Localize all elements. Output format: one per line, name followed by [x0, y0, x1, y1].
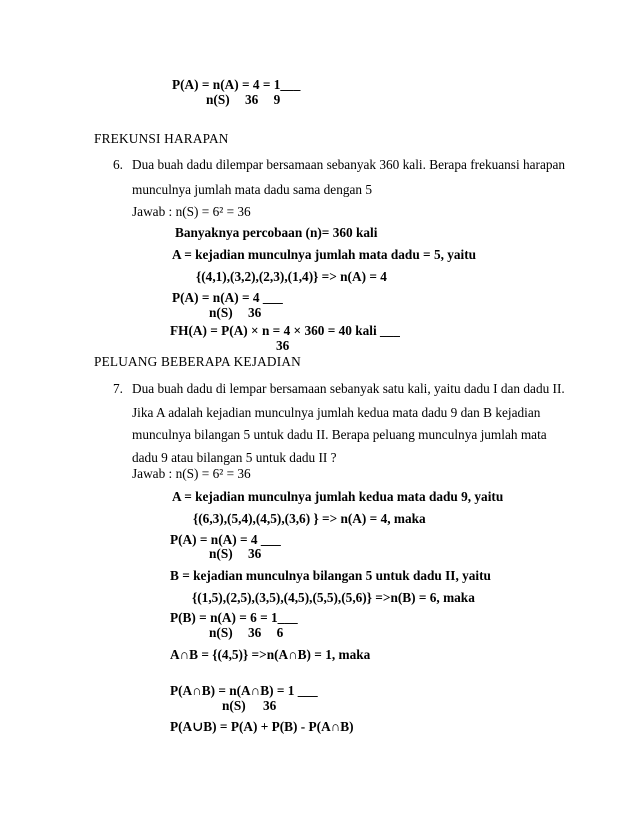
question-number: 7. [113, 381, 123, 396]
formula-line: P(A) = n(A) = 4 = 1___ [172, 77, 301, 92]
formula-line: P(B) = n(A) = 6 = 1___ [170, 610, 298, 625]
formula-line: n(S) 36 [209, 546, 262, 561]
question-text: Jika A adalah kejadian munculnya jumlah kedua mata dadu 9 dan B kejadian [132, 405, 541, 420]
formula-line: n(S) 36 6 [209, 625, 284, 640]
formula-line: P(A∩B) = n(A∩B) = 1 ___ [170, 683, 318, 698]
section-heading: PELUANG BEBERAPA KEJADIAN [94, 354, 301, 369]
section-heading: FREKUNSI HARAPAN [94, 131, 229, 146]
formula-line: P(A∪B) = P(A) + P(B) - P(A∩B) [170, 719, 354, 734]
formula-line: FH(A) = P(A) × n = 4 × 360 = 40 kali ___ [170, 323, 400, 338]
answer-line: Jawab : n(S) = 6² = 36 [132, 204, 251, 219]
solution-line: A = kejadian munculnya jumlah mata dadu = 5, yaitu [172, 247, 477, 262]
solution-line: {(4,1),(3,2),(2,3),(1,4)} => n(A) = 4 [196, 269, 387, 284]
formula-line: n(S) 36 9 [206, 92, 281, 107]
question-text: dadu 9 atau bilangan 5 untuk dadu II ? [132, 450, 337, 465]
question-text: Dua buah dadu di lempar bersamaan sebanyak satu kali, yaitu dadu I dan dadu II. [132, 381, 565, 396]
solution-line: A∩B = {(4,5)} =>n(A∩B) = 1, maka [170, 647, 371, 662]
solution-line: Banyaknya percobaan (n)= 360 kali [175, 225, 378, 240]
solution-line: {(1,5),(2,5),(3,5),(4,5),(5,5),(5,6)} =>n(B) = 6, maka [192, 590, 475, 605]
formula-line: n(S) 36 [209, 305, 262, 320]
question-number: 6. [113, 157, 123, 172]
solution-line: B = kejadian munculnya bilangan 5 untuk dadu II, yaitu [170, 568, 491, 583]
solution-line: A = kejadian munculnya jumlah kedua mata dadu 9, yaitu [172, 489, 504, 504]
formula-line: P(A) = n(A) = 4 ___ [170, 532, 281, 547]
solution-line: {(6,3),(5,4),(4,5),(3,6) } => n(A) = 4, maka [193, 511, 426, 526]
formula-line: n(S) 36 [222, 698, 277, 713]
formula-line: 36 [276, 338, 290, 353]
question-text: Dua buah dadu dilempar bersamaan sebanyak 360 kali. Berapa frekuansi harapan [132, 157, 566, 172]
answer-line: Jawab : n(S) = 6² = 36 [132, 466, 251, 481]
question-text: munculnya bilangan 5 untuk dadu II. Berapa peluang munculnya jumlah mata [132, 427, 547, 442]
formula-line: P(A) = n(A) = 4 ___ [172, 290, 283, 305]
question-text: munculnya jumlah mata dadu sama dengan 5 [132, 182, 373, 197]
